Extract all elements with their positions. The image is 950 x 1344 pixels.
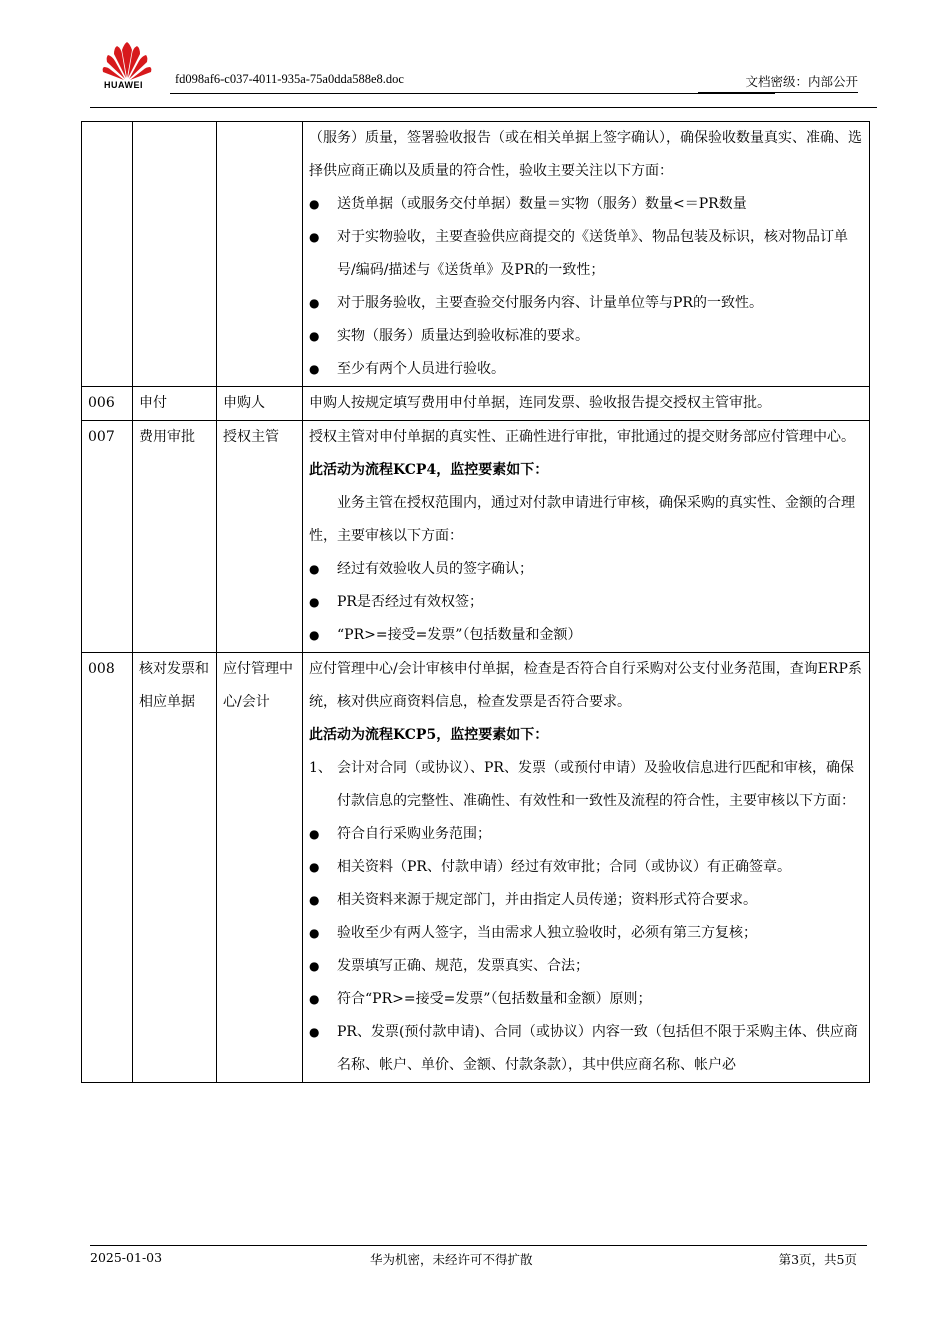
activity-cell: 费用审批 [133, 421, 217, 653]
bullet-icon: ● [309, 628, 320, 642]
item-number: 1、 [309, 760, 332, 776]
kcp-heading: 此活动为流程KCP5，监控要素如下： [309, 727, 549, 743]
bullet-item [309, 320, 863, 353]
role-cell: 申购人 [217, 387, 303, 421]
bullet-text: PR、发票(预付款申请)、合同（或协议）内容一致（包括但不限于采购主体、供应商名称、帐户、单价、金额、付款条款），其中供应商名称、帐户必 [337, 1024, 858, 1073]
bullet-text: 相关资料来源于规定部门，并由指定人员传递；资料形式符合要求。 [337, 892, 757, 908]
header-underline [170, 93, 775, 94]
paragraph: 应付管理中心/会计审核申付单据，检查是否符合自行采购对公支付业务范围，查询ERP系统，核对供应商资料信息，检查发票是否符合要求。 [309, 661, 862, 710]
activity-cell: 申付 [133, 387, 217, 421]
bullet-text: 符合“PR>=接受=发票”（包括数量和金额）原则； [337, 991, 652, 1007]
bullet-icon: ● [309, 362, 320, 376]
bullet-icon: ● [309, 959, 320, 973]
bullet-icon: ● [309, 860, 320, 874]
paragraph: 业务主管在授权范围内，通过对付款申请进行审核，确保采购的真实性、金额的合理性，主要审核以下方面： [309, 495, 855, 544]
bullet-text: 发票填写正确、规范，发票真实、合法； [337, 958, 589, 974]
bullet-icon: ● [309, 562, 320, 576]
bullet-item [309, 586, 863, 619]
kcp-heading: 此活动为流程KCP4，监控要素如下： [309, 462, 549, 478]
bullet-icon: ● [309, 329, 320, 343]
bullet-item [309, 553, 863, 586]
bullet-text: PR是否经过有效权签； [337, 594, 483, 610]
bullet-icon: ● [309, 1025, 320, 1039]
page-footer [90, 1245, 867, 1265]
bullet-icon: ● [309, 296, 320, 310]
paragraph: 授权主管对申付单据的真实性、正确性进行审批，审批通过的提交财务部应付管理中心。 [309, 429, 855, 445]
step-id-cell: 008 [82, 653, 133, 1083]
bullet-text: 验收至少有两人签字，当由需求人独立验收时，必须有第三方复核； [337, 925, 757, 941]
footer-confidential-note: 华为机密，未经许可不得扩散 [370, 1252, 533, 1267]
bullet-item [309, 188, 863, 221]
numbered-text: 会计对合同（或协议）、PR、发票（或预付申请）及验收信息进行匹配和审核，确保付款信息的完整性、准确性、有效性和一致性及流程的符合性，主要审核以下方面： [337, 760, 855, 809]
table-row [82, 122, 870, 387]
bullet-item [309, 950, 863, 983]
bullet-text: 符合自行采购业务范围； [337, 826, 491, 842]
bullet-item [309, 1016, 863, 1082]
footer-page-number: 第3页，共5页 [778, 1252, 857, 1267]
header-rule [90, 107, 877, 108]
description-cell [303, 122, 870, 387]
bullet-icon: ● [309, 230, 320, 244]
bullet-text: “PR>=接受=发票”（包括数量和金额） [337, 627, 582, 643]
role-cell [217, 122, 303, 387]
logo-wordmark: HUAWEI [104, 80, 143, 90]
description-cell [303, 387, 870, 421]
bullet-item [309, 619, 863, 652]
bullet-item [309, 983, 863, 1016]
bullet-item [309, 818, 863, 851]
bullet-icon: ● [309, 926, 320, 940]
step-id-cell: 007 [82, 421, 133, 653]
numbered-item [309, 752, 863, 818]
bullet-text: 对于实物验收，主要查验供应商提交的《送货单》、物品包装及标识，核对物品订单号/编码/描述与《送货单》及PR的一致性； [337, 229, 848, 278]
table-row [82, 387, 870, 421]
bullet-item [309, 287, 863, 320]
activity-cell: 核对发票和相应单据 [133, 653, 217, 1083]
bullet-text: 经过有效验收人员的签字确认； [337, 561, 533, 577]
activity-cell [133, 122, 217, 387]
bullet-text: 相关资料（PR、付款申请）经过有效审批；合同（或协议）有正确签章。 [337, 859, 791, 875]
bullet-text: 对于服务验收，主要查验交付服务内容、计量单位等与PR的一致性。 [337, 295, 763, 311]
page-header [90, 40, 877, 110]
bullet-item [309, 884, 863, 917]
document-filename: fd098af6-c037-4011-935a-75a0dda588e8.doc [175, 72, 404, 86]
description-cell [303, 421, 870, 653]
bullet-item [309, 917, 863, 950]
bullet-item [309, 353, 863, 386]
paragraph: （服务）质量，签署验收报告（或在相关单据上签字确认），确保验收数量真实、准确、选择供应商正确以及质量的符合性，验收主要关注以下方面： [309, 130, 862, 179]
bullet-icon: ● [309, 197, 320, 211]
step-id-cell: 006 [82, 387, 133, 421]
bullet-text: 至少有两个人员进行验收。 [337, 361, 505, 377]
bullet-text: 实物（服务）质量达到验收标准的要求。 [337, 328, 589, 344]
footer-rule [90, 1245, 867, 1246]
bullet-text: 送货单据（或服务交付单据）数量＝实物（服务）数量<＝PR数量 [337, 196, 747, 212]
role-cell: 授权主管 [217, 421, 303, 653]
paragraph: 申购人按规定填写费用申付单据，连同发票、验收报告提交授权主管审批。 [309, 395, 771, 411]
description-cell [303, 653, 870, 1083]
bullet-item [309, 221, 863, 287]
bullet-icon: ● [309, 595, 320, 609]
step-id-cell [82, 122, 133, 387]
bullet-item [309, 851, 863, 884]
table-row [82, 653, 870, 1083]
bullet-icon: ● [309, 827, 320, 841]
footer-date: 2025-01-03 [90, 1250, 163, 1265]
process-table [81, 121, 870, 1083]
role-cell: 应付管理中心/会计 [217, 653, 303, 1083]
security-level: 文档密级：内部公开 [698, 72, 858, 93]
bullet-icon: ● [309, 992, 320, 1006]
table-row [82, 421, 870, 653]
bullet-icon: ● [309, 893, 320, 907]
